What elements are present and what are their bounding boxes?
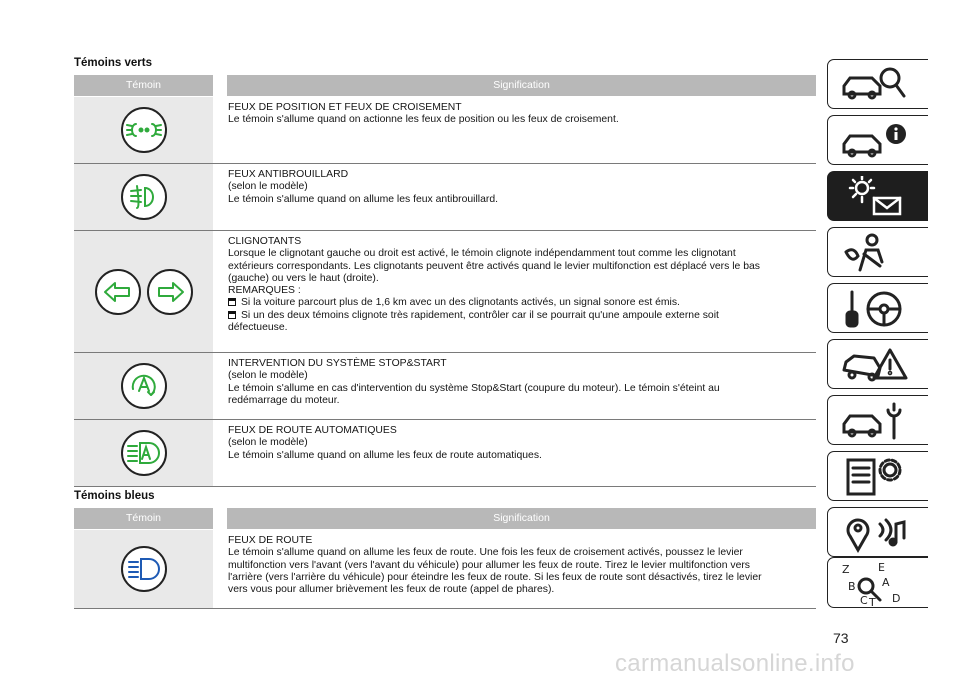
car-wrench-icon — [838, 400, 918, 442]
row-text: redémarrage du moteur. — [228, 394, 340, 406]
table-header-blue — [74, 508, 816, 529]
row-title: FEUX ANTIBROUILLARD — [228, 169, 349, 180]
alphabetical-index-icon — [838, 562, 918, 606]
row-title: FEUX DE ROUTE — [228, 535, 313, 546]
key-steering-wheel-icon — [838, 288, 918, 330]
row-text: l'arrière (vers l'arrière du véhicule) pour éteindre les feux de route. Si les feux de route sont désactivés, tirez le levier — [228, 571, 762, 583]
column-header-icon: Témoin — [125, 512, 161, 524]
table-row — [74, 530, 816, 609]
table-header-green — [74, 75, 816, 96]
remarks-label: REMARQUES : — [228, 285, 301, 297]
tab-servicing[interactable] — [827, 395, 928, 445]
tab-warning-lights[interactable] — [827, 171, 928, 221]
row-text: Lorsque le clignotant gauche ou droit est activé, le témoin clignote indépendamment tout comme les clignotant — [228, 248, 736, 260]
row-text: Le témoin s'allume quand on allume les feux de route. Une fois les feux de croisement activés, poussez le levier — [228, 547, 743, 559]
index-letter: E — [878, 562, 885, 574]
row-title: FEUX DE POSITION ET FEUX DE CROISEMENT — [228, 102, 462, 113]
spec-sheet-gear-icon — [838, 456, 918, 498]
airbag-seatbelt-icon — [838, 232, 918, 274]
row-text: (selon le modèle) — [228, 181, 308, 193]
tab-car-info[interactable] — [827, 115, 928, 165]
table-row — [74, 97, 816, 164]
tab-car-search[interactable] — [827, 59, 928, 109]
row-title: CLIGNOTANTS — [228, 236, 302, 247]
row-text: (gauche) ou vers le haut (droite). — [228, 272, 379, 284]
table-row — [74, 164, 816, 231]
section-title-blue: Témoins bleus — [74, 490, 155, 502]
row-text: vers vous pour allumer brièvement les feux de route (appel de phares). — [228, 584, 555, 596]
position-and-low-beam-lights-icon — [119, 105, 169, 155]
row-text: défectueuse. — [228, 322, 288, 334]
car-search-icon — [838, 64, 918, 106]
row-text: Le témoin s'allume quand on allume les feux antibrouillard. — [228, 193, 498, 205]
note-text: Si la voiture parcourt plus de 1,6 km avec un des clignotants activés, un signal sonore est émis. — [241, 297, 680, 309]
note-item — [228, 297, 812, 309]
row-text: Le témoin s'allume en cas d'intervention du système Stop&Start (coupure du moteur). Le témoin s'éteint au — [228, 382, 720, 394]
turn-signals-icon — [94, 267, 194, 317]
car-info-icon — [838, 120, 918, 162]
icon-cell — [74, 164, 213, 230]
icon-cell — [74, 97, 213, 163]
row-text: (selon le modèle) — [228, 437, 308, 449]
high-beam-icon — [119, 544, 169, 594]
row-title: FEUX DE ROUTE AUTOMATIQUES — [228, 425, 397, 436]
icon-cell — [74, 530, 213, 608]
row-text: (selon le modèle) — [228, 370, 308, 382]
icon-cell — [74, 420, 213, 486]
column-header-meaning: Signification — [493, 512, 550, 524]
multimedia-icon — [838, 512, 918, 554]
table-row — [74, 353, 816, 420]
note-bullet-icon — [228, 311, 236, 319]
icon-cell — [74, 231, 213, 352]
warning-light-message-icon — [838, 176, 918, 218]
note-item — [228, 310, 812, 322]
index-letter: C — [860, 594, 868, 606]
row-text: multifonction vers l'avant (vers l'avant du véhicule) pour allumer les feux de route. Tirez le levier multifonction vers — [228, 559, 750, 571]
front-fog-lights-icon — [119, 172, 169, 222]
icon-cell — [74, 353, 213, 419]
row-text: Le témoin s'allume quand on actionne les feux de position ou les feux de croisement. — [228, 114, 619, 126]
index-letter: Z — [842, 563, 850, 576]
tab-technical-specs[interactable] — [827, 451, 928, 501]
row-title: INTERVENTION DU SYSTÈME STOP&START — [228, 358, 447, 369]
row-text: Le témoin s'allume quand on allume les feux de route automatiques. — [228, 449, 542, 461]
tab-emergency[interactable] — [827, 339, 928, 389]
car-crash-warning-icon — [838, 344, 918, 386]
tab-index[interactable] — [827, 557, 928, 608]
automatic-high-beams-icon — [119, 428, 169, 478]
index-letter: A — [882, 576, 890, 589]
index-letter: T — [869, 596, 876, 606]
stop-start-icon — [119, 361, 169, 411]
index-letter: D — [892, 592, 901, 605]
tab-multimedia[interactable] — [827, 507, 928, 557]
note-text: Si un des deux témoins clignote très rapidement, contrôler car il se pourrait qu'une ampoule externe soit — [241, 309, 719, 321]
row-text: extérieurs correspondants. Les clignotants peuvent être activés quand le levier multifonction est déplacé vers le bas — [228, 260, 760, 272]
page-number: 73 — [833, 630, 849, 646]
section-title-green: Témoins verts — [74, 57, 152, 69]
tab-starting-driving[interactable] — [827, 283, 928, 333]
note-bullet-icon — [228, 298, 236, 306]
watermark: carmanualsonline.info — [615, 650, 855, 677]
column-header-icon: Témoin — [125, 79, 161, 91]
table-row — [74, 231, 816, 353]
column-header-meaning: Signification — [493, 79, 550, 91]
table-row — [74, 420, 816, 487]
tab-safety[interactable] — [827, 227, 928, 277]
index-letter: B — [848, 580, 856, 593]
